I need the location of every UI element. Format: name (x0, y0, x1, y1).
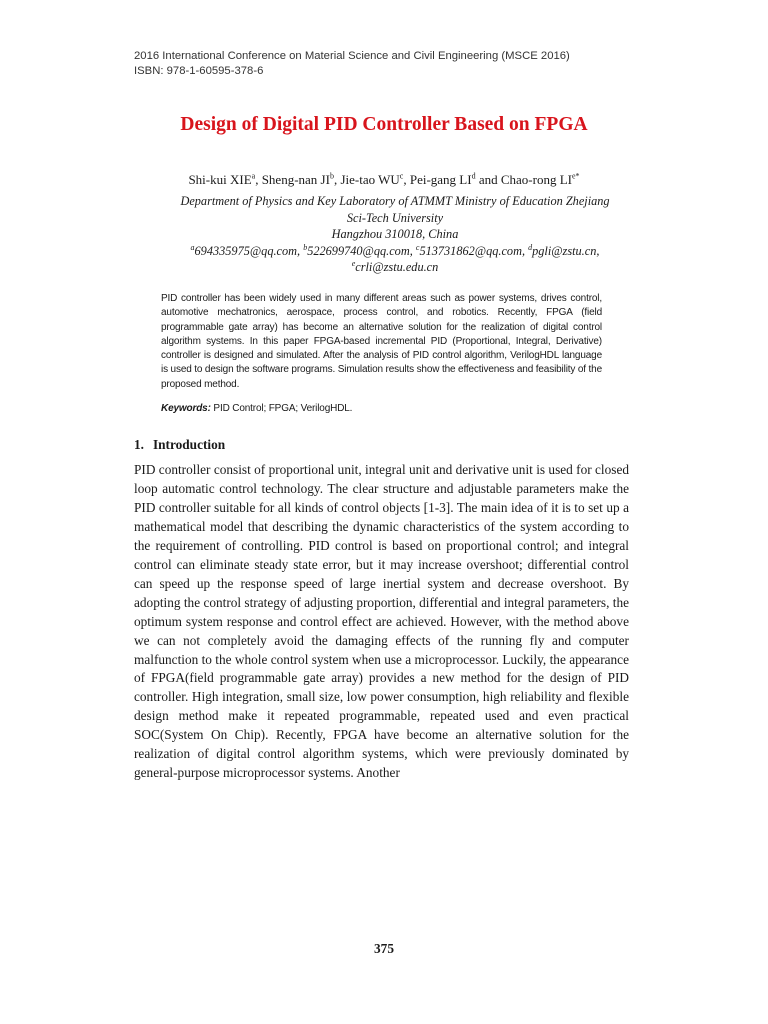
email-address: 694335975@qq.com (194, 243, 298, 258)
author-name: Chao-rong LI (500, 172, 572, 187)
abstract: PID controller has been widely used in many different areas such as power systems, drives control, automotive mechatronics, aerospace, process control, and robotics. Recently, FPGA (field programmable gate array) has become an alternative solution for the realization of digital control algorithm systems. In this paper FPGA-based incremental PID (Proportional, Integral, Derivative) controller is designed and simulated. After the analysis of PID control algorithm, VerilogHDL language is used to design the software programs. Simulation results show the effectiveness and feasibility of the proposed method. (161, 293, 602, 390)
keywords-text: PID Control; FPGA; VerilogHDL. (213, 403, 353, 414)
keywords: Keywords: PID Control; FPGA; VerilogHDL. (161, 403, 353, 414)
page-number: 375 (374, 941, 394, 956)
email-sup: a (190, 242, 195, 252)
author-name: Jie-tao WU (340, 172, 400, 187)
section-heading (134, 437, 225, 453)
conference-name: 2016 International Conference on Material Science and Civil Engineering (MSCE 2016) (134, 50, 570, 62)
author-sup: b (329, 171, 334, 181)
email-address: 522699740@qq.com (307, 243, 410, 258)
author-sup: c (399, 171, 404, 181)
keywords-label: Keywords (161, 403, 208, 414)
author-sup: a (251, 171, 256, 181)
email-sup: b (303, 242, 308, 252)
paper-title: Design of Digital PID Controller Based on FPGA (180, 114, 588, 135)
isbn: ISBN: 978-1-60595-378-6 (134, 64, 264, 77)
affiliation (140, 193, 650, 276)
affiliation-university: Sci-Tech University (346, 210, 444, 225)
email-address: 513731862@qq.com (419, 243, 522, 258)
email-list: $^a$694335975@qq.com, $^b$522699740@qq.com, $^c$513731862@qq.com, $^d$pgli@zstu.cn, (190, 242, 600, 258)
affiliation-city: Hangzhou 310018, China (331, 227, 459, 241)
email-sup: d (528, 242, 533, 252)
author-name: Pei-gang LI (409, 172, 472, 187)
section-number: 1. (134, 437, 144, 452)
section-title: Introduction (152, 437, 226, 452)
email-address: pgli@zstu.cn (532, 243, 597, 258)
body-paragraph: PID controller consist of proportional unit, integral unit and derivative unit is used for closed loop automatic control technology. The clear structure and adjustable parameters make the PID controller suitable for all kinds of control objects [1-3]. The main idea of it is to set up a mathematical model that describing the dynamic characteristics of the system according to the requirement of controlling. PID control is based on proportional control; and integral control can eliminate steady state error, but it may increase overshoot; differential control can speed up the response speed of large inertial system and decrease overshoot. By adopting the control strategy of adjusting proportion, differential and integral parameters, the optimum system response and control effect are achieved. However, with the method above we can not completely avoid the damaging effects of the running fly and computer malfunction to the whole control system when use a microprocessor. Luckily, the appearance of FPGA(field programmable gate array) provides a new method for the design of PID controller. High integration, small size, low power consumption, high reliability and flexible design method make it repeated programmable, repeated used and even practical SOC(System On Chip). Recently, FPGA have become an alternative solution for the realization of digital control algorithm systems, which were previously dominated by general-purpose microprocessor systems. Another (134, 462, 629, 781)
author-name: Shi-kui XIE (188, 172, 252, 187)
email-address: crli@zstu.edu.cn (355, 260, 439, 274)
email-list-line2 (140, 259, 650, 276)
email-sup: c (415, 242, 420, 252)
affiliation-department: Department of Physics and Key Laboratory of ATMMT Ministry of Education Zhejiang (180, 194, 610, 208)
author-list: Shi-kui XIE$^a$, Sheng-nan $JI^b$, Jie-tao $WU^c$, Pei-gang $LI^d$ and Chao-rong $LI^{e*}$ (188, 171, 580, 187)
conference-header (134, 49, 570, 78)
email-sup: e (351, 258, 356, 268)
author-sup: d (471, 171, 476, 181)
author-name: Sheng-nan JI (261, 172, 330, 187)
author-sup: e* (571, 171, 580, 181)
